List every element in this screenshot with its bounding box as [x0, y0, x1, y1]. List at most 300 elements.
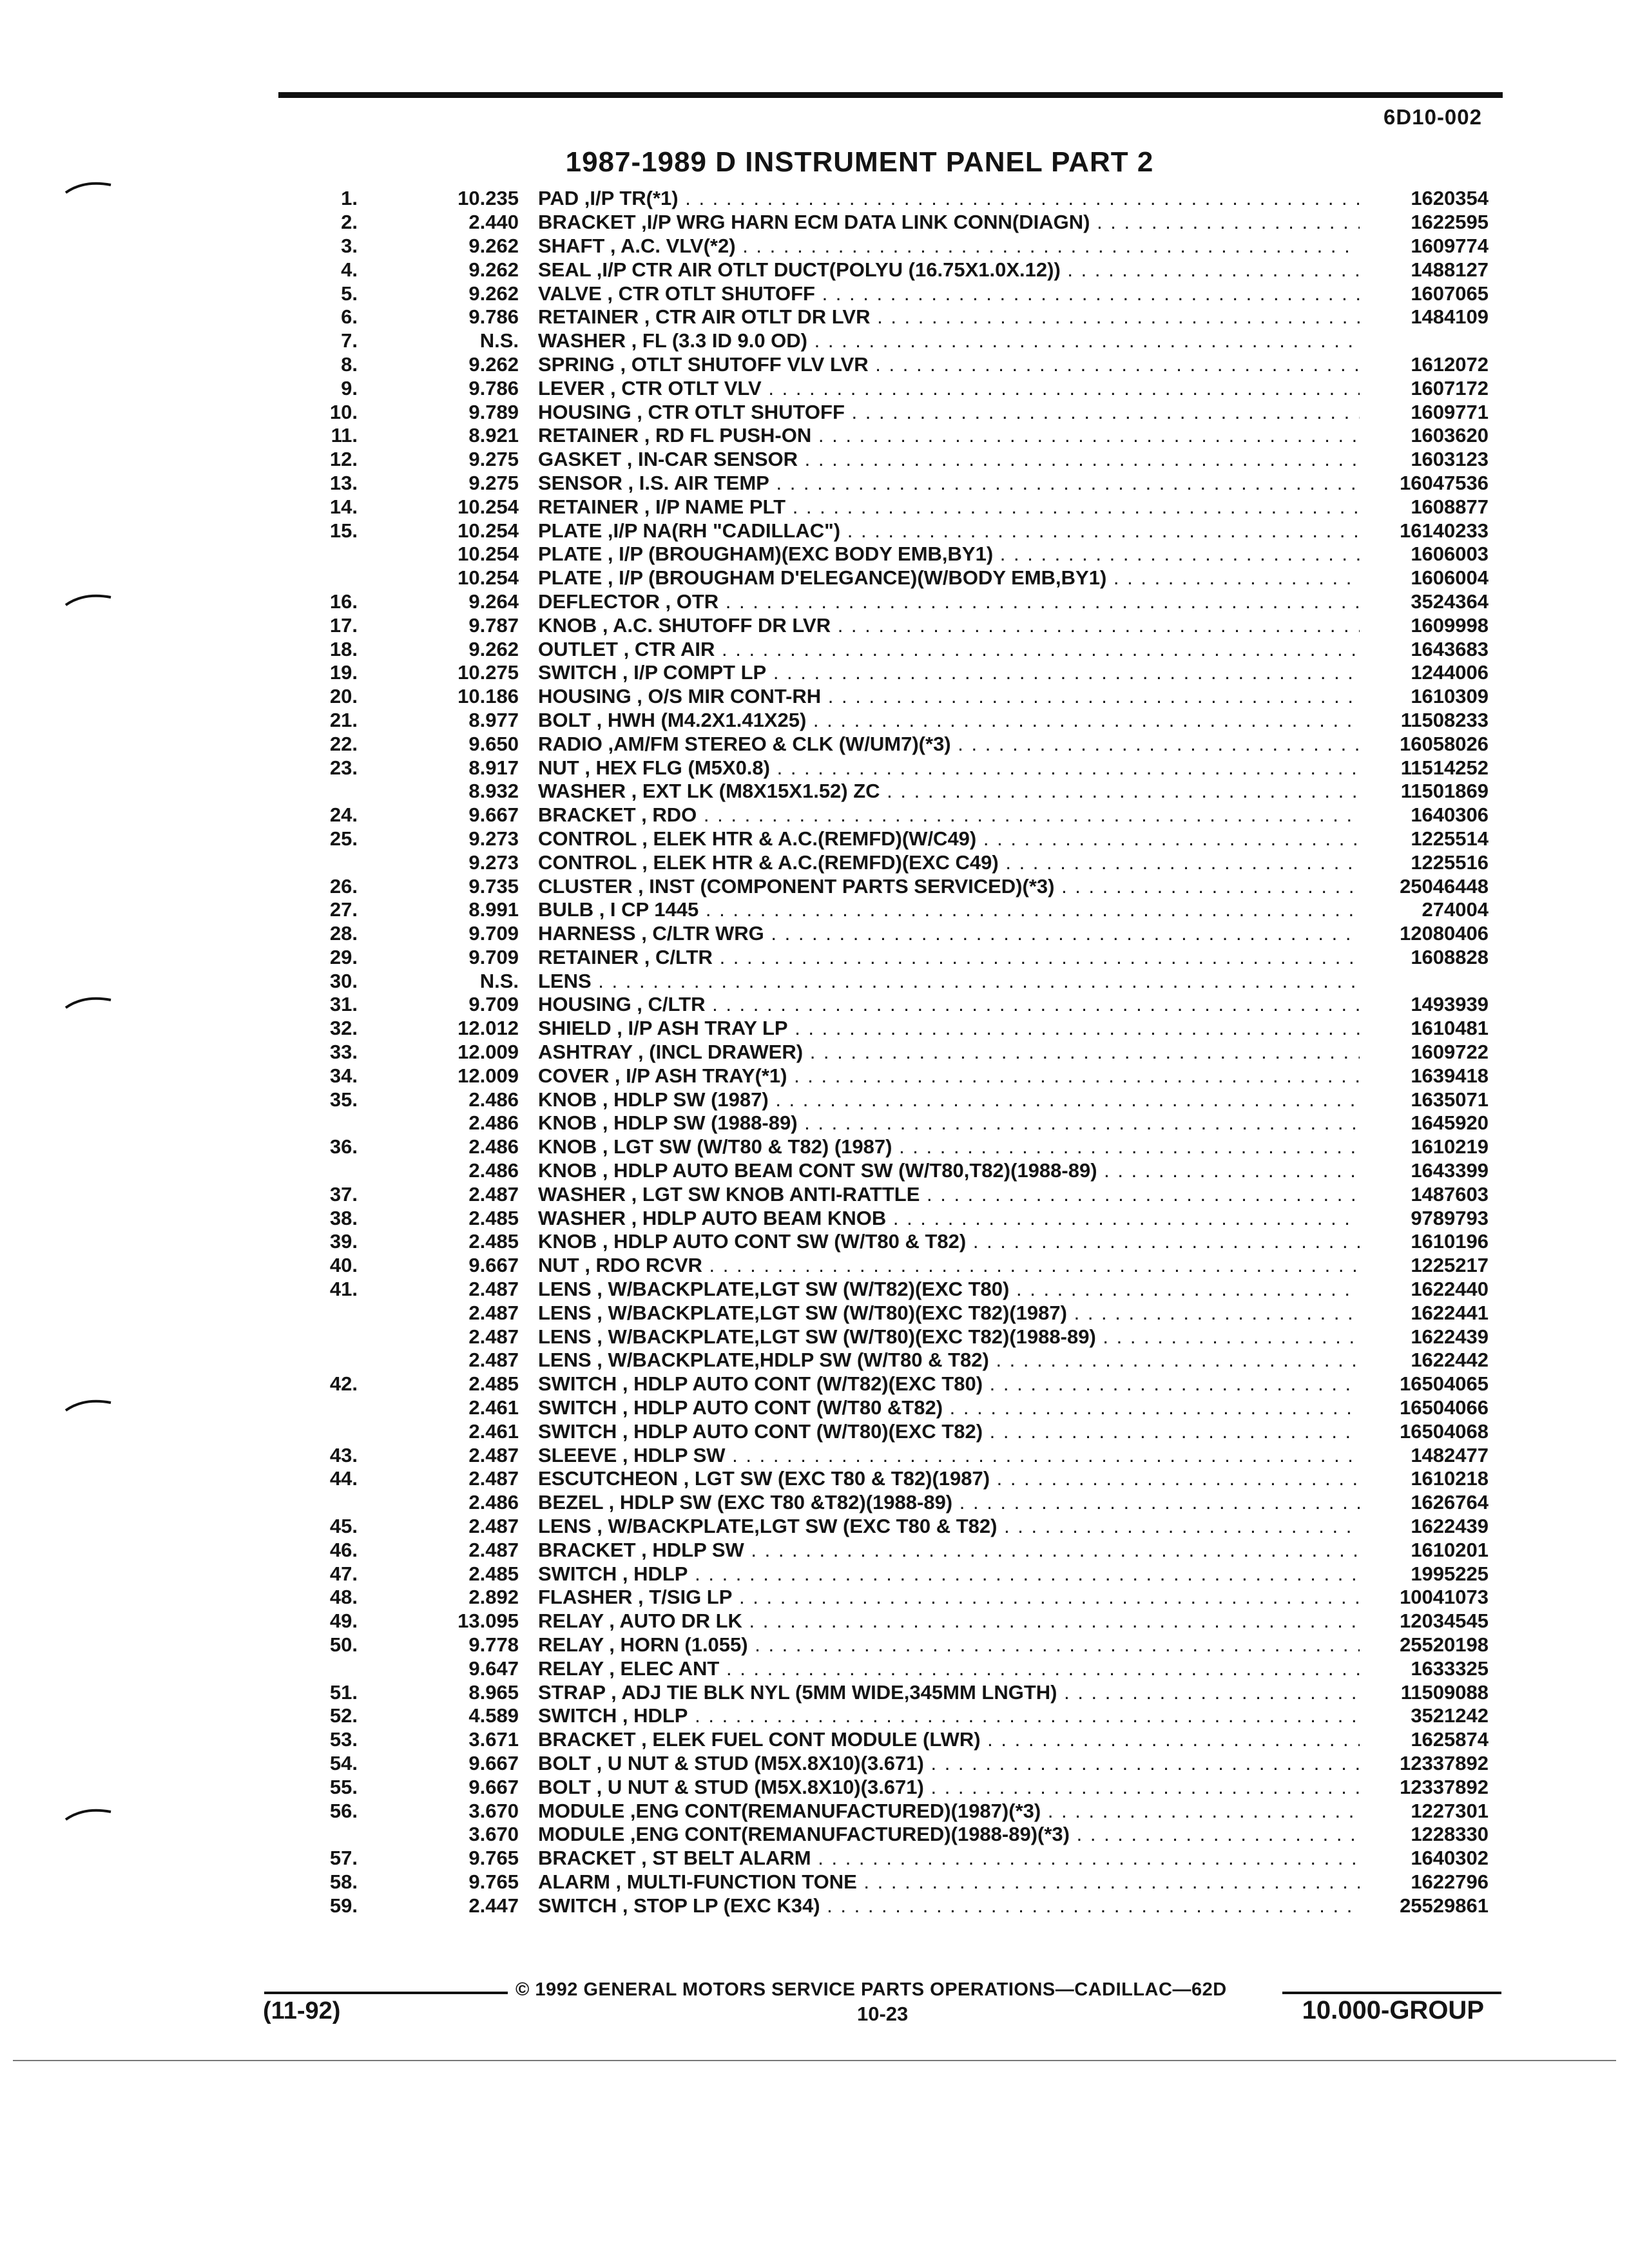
part-description: LEVER , CTR OTLT VLV . . . — [538, 377, 1360, 400]
part-group-number: 2.487 — [468, 1182, 519, 1206]
part-ref-number: 14. — [329, 495, 358, 518]
part-ref-number: 36. — [329, 1135, 358, 1158]
part-description: LENS , W/BACKPLATE,LGT SW (W/T80)(EXC T82)(1988-89) . . . — [538, 1325, 1360, 1349]
part-group-number: 9.787 — [468, 613, 519, 637]
page-title: 1987-1989 D INSTRUMENT PANEL PART 2 — [565, 146, 1154, 178]
part-ref-number: 57. — [329, 1847, 358, 1870]
part-description: SWITCH , HDLP AUTO CONT (W/T80 &T82) . . . — [538, 1396, 1360, 1419]
part-number: 1603620 — [1411, 424, 1489, 447]
part-group-number: 13.095 — [458, 1610, 519, 1633]
part-description: PAD ,I/P TR(*1) . . . — [538, 187, 1360, 210]
part-group-number: 8.991 — [468, 898, 519, 921]
part-row — [303, 1396, 1489, 1420]
part-row — [303, 1182, 1489, 1206]
part-number: 1244006 — [1411, 661, 1489, 684]
part-row — [303, 946, 1489, 970]
part-row — [303, 613, 1489, 637]
part-description: SWITCH , HDLP AUTO CONT (W/T82)(EXC T80) . . . — [538, 1372, 1360, 1396]
part-ref-number: 50. — [329, 1633, 358, 1656]
part-row — [303, 1230, 1489, 1254]
part-description: LENS , W/BACKPLATE,LGT SW (W/T80)(EXC T82)(1987) . . . — [538, 1302, 1360, 1325]
part-row — [303, 305, 1489, 329]
part-description: WASHER , LGT SW KNOB ANTI-RATTLE . . . — [538, 1183, 1360, 1206]
part-row — [303, 1870, 1489, 1894]
part-ref-number: 34. — [329, 1064, 358, 1087]
binder-hole-mark — [64, 590, 113, 609]
part-description: BRACKET , HDLP SW . . . — [538, 1539, 1360, 1562]
part-description: SHAFT , A.C. VLV(*2) . . . — [538, 235, 1360, 258]
part-description: SWITCH , HDLP AUTO CONT (W/T80)(EXC T82) . . . — [538, 1420, 1360, 1443]
part-description: RELAY , ELEC ANT . . . — [538, 1657, 1360, 1680]
part-ref-number: 31. — [329, 993, 358, 1016]
part-number: 1225217 — [1411, 1254, 1489, 1277]
part-number: 12337892 — [1400, 1775, 1489, 1798]
part-number: 1643399 — [1411, 1159, 1489, 1182]
part-ref-number: 44. — [329, 1467, 358, 1490]
part-description: COVER , I/P ASH TRAY(*1) . . . — [538, 1064, 1360, 1088]
header-rule — [278, 92, 1503, 98]
part-description: WASHER , HDLP AUTO BEAM KNOB . . . — [538, 1207, 1360, 1230]
part-number: 11501869 — [1400, 780, 1489, 803]
part-group-number: 9.765 — [468, 1847, 519, 1870]
part-group-number: 9.650 — [468, 732, 519, 755]
part-number: 1639418 — [1411, 1064, 1489, 1087]
part-number: 12337892 — [1400, 1751, 1489, 1774]
part-description: KNOB , HDLP AUTO CONT SW (W/T80 & T82) . . . — [538, 1230, 1360, 1253]
part-number: 1487603 — [1411, 1182, 1489, 1206]
part-number: 1622441 — [1411, 1301, 1489, 1324]
part-description: RELAY , AUTO DR LK . . . — [538, 1610, 1360, 1633]
part-ref-number: 51. — [329, 1680, 358, 1704]
part-number: 16058026 — [1400, 732, 1489, 755]
part-ref-number: 22. — [329, 732, 358, 755]
group-number: 10.000-GROUP — [1302, 1996, 1484, 2024]
part-group-number: 8.932 — [468, 780, 519, 803]
part-group-number: 9.786 — [468, 305, 519, 329]
part-ref-number: 56. — [329, 1799, 358, 1822]
part-row — [303, 424, 1489, 448]
part-description: RETAINER , I/P NAME PLT . . . — [538, 495, 1360, 519]
page-bottom-rule — [13, 2060, 1616, 2061]
part-description: HOUSING , C/LTR . . . — [538, 993, 1360, 1016]
part-group-number: 10.254 — [458, 519, 519, 542]
part-number: 1610196 — [1411, 1230, 1489, 1253]
part-row — [303, 543, 1489, 566]
part-ref-number: 43. — [329, 1443, 358, 1466]
part-group-number: 8.977 — [468, 708, 519, 731]
part-row — [303, 1823, 1489, 1847]
part-description: ESCUTCHEON , LGT SW (EXC T80 & T82)(1987) . . . — [538, 1467, 1360, 1490]
part-description: OUTLET , CTR AIR . . . — [538, 638, 1360, 661]
part-ref-number: 12. — [329, 448, 358, 471]
part-number: 1610218 — [1411, 1467, 1489, 1490]
part-description: PLATE , I/P (BROUGHAM)(EXC BODY EMB,BY1) . . . — [538, 543, 1360, 566]
part-description: SWITCH , HDLP . . . — [538, 1562, 1360, 1586]
part-description: SWITCH , HDLP . . . — [538, 1704, 1360, 1727]
part-group-number: 10.254 — [458, 543, 519, 566]
part-number: 1225516 — [1411, 850, 1489, 874]
part-row — [303, 519, 1489, 543]
part-ref-number: 2. — [341, 211, 358, 234]
part-row — [303, 685, 1489, 709]
part-number: 1635071 — [1411, 1088, 1489, 1111]
part-row — [303, 1111, 1489, 1135]
part-description: RELAY , HORN (1.055) . . . — [538, 1633, 1360, 1657]
part-row — [303, 1206, 1489, 1230]
part-description: HARNESS , C/LTR WRG . . . — [538, 922, 1360, 945]
part-ref-number: 48. — [329, 1586, 358, 1609]
part-group-number: 9.735 — [468, 874, 519, 898]
copyright-notice: © 1992 GENERAL MOTORS SERVICE PARTS OPERATIONS—CADILLAC—62D — [516, 1979, 1227, 2000]
part-number: 1608828 — [1411, 945, 1489, 968]
part-group-number: 8.965 — [468, 1680, 519, 1704]
part-number: 1493939 — [1411, 993, 1489, 1016]
part-number: 1643683 — [1411, 637, 1489, 660]
part-ref-number: 47. — [329, 1562, 358, 1585]
part-number: 12034545 — [1400, 1610, 1489, 1633]
part-ref-number: 37. — [329, 1182, 358, 1206]
part-group-number: 2.487 — [468, 1278, 519, 1301]
part-row — [303, 1278, 1489, 1302]
part-group-number: 9.765 — [468, 1870, 519, 1893]
part-ref-number: 10. — [329, 400, 358, 423]
part-description: RETAINER , CTR AIR OTLT DR LVR . . . — [538, 305, 1360, 329]
part-number: 11514252 — [1400, 756, 1489, 779]
part-ref-number: 8. — [341, 352, 358, 376]
part-number: 1633325 — [1411, 1657, 1489, 1680]
binder-hole-mark — [64, 177, 113, 197]
part-group-number: N.S. — [479, 969, 519, 992]
part-row — [303, 400, 1489, 424]
part-ref-number: 21. — [329, 708, 358, 731]
part-row — [303, 566, 1489, 590]
part-group-number: 10.254 — [458, 566, 519, 590]
part-group-number: 9.262 — [468, 234, 519, 257]
part-description: NUT , RDO RCVR . . . — [538, 1254, 1360, 1277]
part-number: 11509088 — [1400, 1680, 1489, 1704]
part-number: 1607065 — [1411, 282, 1489, 305]
part-group-number: 2.487 — [468, 1349, 519, 1372]
part-ref-number: 35. — [329, 1088, 358, 1111]
part-description: CONTROL , ELEK HTR & A.C.(REMFD)(EXC C49) . . . — [538, 851, 1360, 874]
part-description: SENSOR , I.S. AIR TEMP . . . — [538, 472, 1360, 495]
part-row — [303, 211, 1489, 235]
part-group-number: 4.589 — [468, 1704, 519, 1727]
part-group-number: 2.486 — [468, 1491, 519, 1514]
part-row — [303, 590, 1489, 614]
part-description: BOLT , U NUT & STUD (M5X.8X10)(3.671) . . . — [538, 1752, 1360, 1775]
parts-list — [303, 187, 1489, 1917]
part-group-number: 12.009 — [458, 1041, 519, 1064]
part-description: BRACKET ,I/P WRG HARN ECM DATA LINK CONN(DIAGN) . . . — [538, 211, 1360, 234]
part-description: SLEEVE , HDLP SW . . . — [538, 1444, 1360, 1467]
part-description: SWITCH , STOP LP (EXC K34) . . . — [538, 1894, 1360, 1917]
part-number: 9789793 — [1411, 1206, 1489, 1229]
part-number: 1995225 — [1411, 1562, 1489, 1585]
part-number: 1488127 — [1411, 258, 1489, 281]
part-group-number: 10.235 — [458, 187, 519, 210]
part-description: RETAINER , RD FL PUSH-ON . . . — [538, 424, 1360, 447]
part-group-number: 2.485 — [468, 1562, 519, 1585]
part-group-number: 9.667 — [468, 1751, 519, 1774]
part-group-number: 9.262 — [468, 637, 519, 660]
part-number: 1640302 — [1411, 1847, 1489, 1870]
part-row — [303, 1847, 1489, 1870]
part-group-number: 2.447 — [468, 1894, 519, 1917]
part-number: 1622796 — [1411, 1870, 1489, 1893]
part-row — [303, 448, 1489, 472]
part-ref-number: 4. — [341, 258, 358, 281]
part-group-number: 9.786 — [468, 376, 519, 399]
part-number: 1484109 — [1411, 305, 1489, 329]
binder-hole-mark — [64, 1804, 113, 1823]
part-ref-number: 23. — [329, 756, 358, 779]
part-row — [303, 874, 1489, 898]
part-description: LENS , W/BACKPLATE,HDLP SW (W/T80 & T82) . . . — [538, 1349, 1360, 1372]
part-group-number: 2.486 — [468, 1088, 519, 1111]
part-number: 3524364 — [1411, 590, 1489, 613]
part-row — [303, 376, 1489, 400]
part-row — [303, 1538, 1489, 1562]
part-ref-number: 53. — [329, 1728, 358, 1751]
part-description: SEAL ,I/P CTR AIR OTLT DUCT(POLYU (16.75X1.0X.12)) . . . — [538, 258, 1360, 282]
part-number: 1609774 — [1411, 234, 1489, 257]
part-group-number: 2.486 — [468, 1135, 519, 1158]
part-group-number: 8.917 — [468, 756, 519, 779]
part-ref-number: 7. — [341, 329, 358, 352]
part-row — [303, 1349, 1489, 1372]
part-group-number: 2.487 — [468, 1515, 519, 1538]
part-ref-number: 46. — [329, 1538, 358, 1561]
part-row — [303, 1372, 1489, 1396]
part-number: 16504068 — [1400, 1419, 1489, 1443]
part-group-number: 9.778 — [468, 1633, 519, 1656]
part-row — [303, 709, 1489, 733]
part-ref-number: 15. — [329, 519, 358, 542]
part-row — [303, 827, 1489, 851]
part-group-number: 3.670 — [468, 1799, 519, 1822]
part-description: LENS . . . — [538, 970, 1360, 993]
part-description: RADIO ,AM/FM STEREO & CLK (W/UM7)(*3) . . . — [538, 733, 1360, 756]
part-row — [303, 1135, 1489, 1159]
part-row — [303, 1443, 1489, 1467]
part-description: DEFLECTOR , OTR . . . — [538, 590, 1360, 613]
part-ref-number: 49. — [329, 1610, 358, 1633]
part-description: BULB , I CP 1445 . . . — [538, 898, 1360, 921]
part-number: 16047536 — [1400, 471, 1489, 494]
part-number: 1612072 — [1411, 352, 1489, 376]
part-group-number: 9.667 — [468, 803, 519, 827]
part-row — [303, 1301, 1489, 1325]
part-description: RETAINER , C/LTR . . . — [538, 946, 1360, 969]
part-ref-number: 11. — [331, 424, 358, 447]
part-row — [303, 1752, 1489, 1776]
part-number: 1622439 — [1411, 1325, 1489, 1348]
part-number: 1622442 — [1411, 1349, 1489, 1372]
part-row — [303, 1159, 1489, 1183]
part-ref-number: 3. — [341, 234, 358, 257]
part-group-number: 9.709 — [468, 922, 519, 945]
part-ref-number: 42. — [329, 1372, 358, 1396]
part-description: ASHTRAY , (INCL DRAWER) . . . — [538, 1041, 1360, 1064]
part-group-number: 8.921 — [468, 424, 519, 447]
part-number: 1610309 — [1411, 685, 1489, 708]
part-row — [303, 1728, 1489, 1752]
part-number: 1608877 — [1411, 495, 1489, 518]
part-ref-number: 39. — [329, 1230, 358, 1253]
part-row — [303, 969, 1489, 993]
part-description: CONTROL , ELEK HTR & A.C.(REMFD)(W/C49) . . . — [538, 827, 1360, 850]
page-code: 6D10-002 — [1383, 105, 1482, 129]
part-group-number: 9.709 — [468, 945, 519, 968]
part-group-number: 2.487 — [468, 1301, 519, 1324]
part-row — [303, 803, 1489, 827]
part-row — [303, 1610, 1489, 1633]
part-row — [303, 637, 1489, 661]
part-ref-number: 29. — [329, 945, 358, 968]
part-group-number: 9.262 — [468, 352, 519, 376]
part-ref-number: 55. — [329, 1775, 358, 1798]
part-number: 1607172 — [1411, 376, 1489, 399]
part-number: 1609771 — [1411, 400, 1489, 423]
part-row — [303, 1775, 1489, 1799]
part-row — [303, 1515, 1489, 1539]
part-number: 1603123 — [1411, 448, 1489, 471]
part-group-number: 3.671 — [468, 1728, 519, 1751]
part-row — [303, 1657, 1489, 1680]
part-group-number: 9.647 — [468, 1657, 519, 1680]
part-group-number: 10.275 — [458, 661, 519, 684]
part-number: 1606004 — [1411, 566, 1489, 590]
part-group-number: 10.186 — [458, 685, 519, 708]
part-group-number: 3.670 — [468, 1823, 519, 1846]
part-description: HOUSING , O/S MIR CONT-RH . . . — [538, 685, 1360, 708]
part-number: 1622439 — [1411, 1515, 1489, 1538]
part-ref-number: 54. — [329, 1751, 358, 1774]
footer-rule-left — [264, 1992, 508, 1994]
part-description: BRACKET , RDO . . . — [538, 803, 1360, 827]
part-description: LENS , W/BACKPLATE,LGT SW (EXC T80 & T82) . . . — [538, 1515, 1360, 1538]
part-number: 1610201 — [1411, 1538, 1489, 1561]
part-ref-number: 33. — [329, 1041, 358, 1064]
part-ref-number: 17. — [329, 613, 358, 637]
revision-date: (11-92) — [263, 1997, 341, 2024]
part-number: 12080406 — [1400, 922, 1489, 945]
part-row — [303, 187, 1489, 211]
part-ref-number: 26. — [329, 874, 358, 898]
part-row — [303, 1680, 1489, 1704]
part-row — [303, 1799, 1489, 1823]
part-ref-number: 5. — [341, 282, 358, 305]
part-ref-number: 59. — [329, 1894, 358, 1917]
part-description: MODULE ,ENG CONT(REMANUFACTURED)(1988-89)(*3) . . . — [538, 1823, 1360, 1846]
part-ref-number: 6. — [341, 305, 358, 329]
part-number: 1640306 — [1411, 803, 1489, 827]
part-number: 274004 — [1422, 898, 1489, 921]
part-group-number: 2.486 — [468, 1111, 519, 1135]
part-group-number: 9.273 — [468, 827, 519, 850]
part-number: 1620354 — [1411, 187, 1489, 210]
part-description: KNOB , HDLP SW (1988-89) . . . — [538, 1111, 1360, 1135]
part-number: 16140233 — [1400, 519, 1489, 542]
part-ref-number: 27. — [329, 898, 358, 921]
part-group-number: 12.009 — [458, 1064, 519, 1087]
part-group-number: 2.487 — [468, 1443, 519, 1466]
part-group-number: 9.667 — [468, 1775, 519, 1798]
footer-rule-right — [1282, 1992, 1501, 1994]
part-group-number: 9.275 — [468, 471, 519, 494]
part-group-number: 2.487 — [468, 1325, 519, 1348]
part-description: SHIELD , I/P ASH TRAY LP . . . — [538, 1017, 1360, 1040]
part-description: MODULE ,ENG CONT(REMANUFACTURED)(1987)(*3) . . . — [538, 1800, 1360, 1823]
part-ref-number: 32. — [329, 1017, 358, 1040]
part-ref-number: 28. — [329, 922, 358, 945]
part-row — [303, 732, 1489, 756]
part-row — [303, 661, 1489, 685]
part-group-number: 2.461 — [468, 1419, 519, 1443]
part-description: ALARM , MULTI-FUNCTION TONE . . . — [538, 1870, 1360, 1894]
part-row — [303, 1419, 1489, 1443]
part-number: 1645920 — [1411, 1111, 1489, 1135]
part-row — [303, 329, 1489, 353]
part-description: SPRING , OTLT SHUTOFF VLV LVR . . . — [538, 353, 1360, 376]
part-row — [303, 898, 1489, 922]
part-row — [303, 1325, 1489, 1349]
part-ref-number: 20. — [329, 685, 358, 708]
part-group-number: 2.485 — [468, 1372, 519, 1396]
binder-hole-mark — [64, 992, 113, 1012]
part-row — [303, 993, 1489, 1017]
part-group-number: 2.486 — [468, 1159, 519, 1182]
part-number: 1622595 — [1411, 211, 1489, 234]
part-row — [303, 1704, 1489, 1728]
part-number: 1609998 — [1411, 613, 1489, 637]
part-row — [303, 353, 1489, 377]
part-group-number: 2.485 — [468, 1206, 519, 1229]
part-number: 1228330 — [1411, 1823, 1489, 1846]
part-row — [303, 1633, 1489, 1657]
part-group-number: 9.709 — [468, 993, 519, 1016]
part-group-number: 2.892 — [468, 1586, 519, 1609]
part-number: 1625874 — [1411, 1728, 1489, 1751]
part-number: 11508233 — [1400, 708, 1489, 731]
part-number: 1609722 — [1411, 1041, 1489, 1064]
part-row — [303, 282, 1489, 305]
part-group-number: N.S. — [479, 329, 519, 352]
part-row — [303, 1491, 1489, 1515]
part-row — [303, 472, 1489, 495]
part-number: 16504066 — [1400, 1396, 1489, 1419]
part-row — [303, 1017, 1489, 1041]
part-group-number: 2.485 — [468, 1230, 519, 1253]
part-row — [303, 1586, 1489, 1610]
part-description: BOLT , HWH (M4.2X1.41X25) . . . — [538, 709, 1360, 732]
part-description: BOLT , U NUT & STUD (M5X.8X10)(3.671) . . . — [538, 1776, 1360, 1799]
part-description: BEZEL , HDLP SW (EXC T80 &T82)(1988-89) . . . — [538, 1491, 1360, 1514]
part-description: GASKET , IN-CAR SENSOR . . . — [538, 448, 1360, 471]
part-ref-number: 19. — [329, 661, 358, 684]
part-group-number: 9.667 — [468, 1254, 519, 1277]
part-number: 1610481 — [1411, 1017, 1489, 1040]
part-description: BRACKET , ELEK FUEL CONT MODULE (LWR) . . . — [538, 1728, 1360, 1751]
part-ref-number: 58. — [329, 1870, 358, 1893]
part-number: 3521242 — [1411, 1704, 1489, 1727]
part-group-number: 9.262 — [468, 282, 519, 305]
part-description: HOUSING , CTR OTLT SHUTOFF . . . — [538, 401, 1360, 424]
part-ref-number: 30. — [329, 969, 358, 992]
part-number: 1622440 — [1411, 1278, 1489, 1301]
part-ref-number: 16. — [329, 590, 358, 613]
